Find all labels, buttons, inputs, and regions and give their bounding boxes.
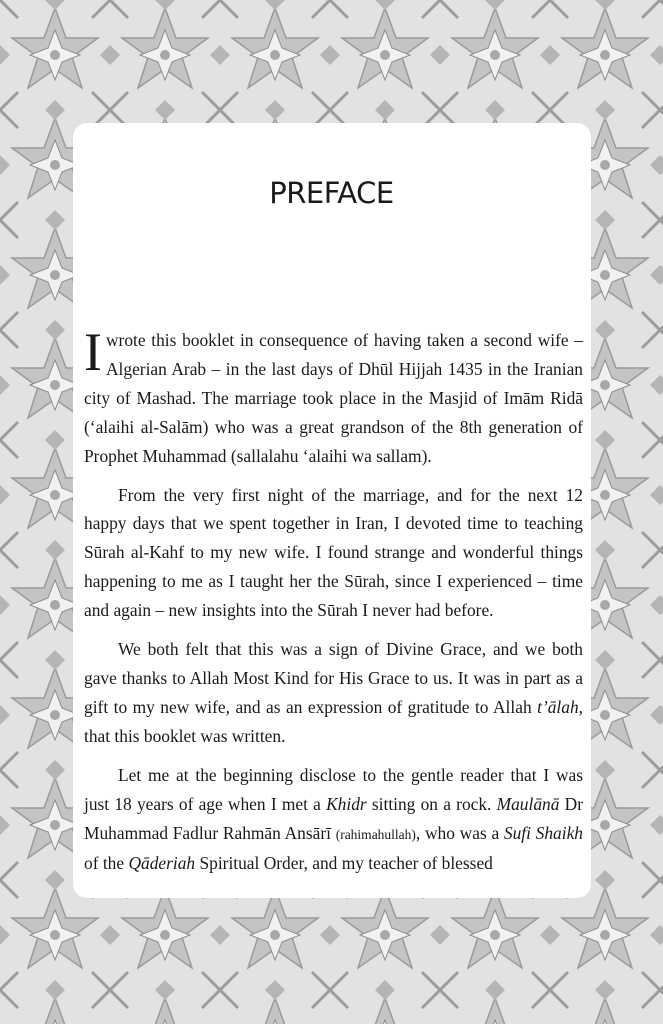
drop-cap: I xyxy=(84,322,102,382)
paragraph-3-text-b: that this booklet was written. xyxy=(84,725,286,746)
paragraph-1-text: wrote this booklet in consequence of having taken a second wife – Algerian Arab – in the last days of Dhūl Hijjah 1435 in the Iranian city of Mashad. The marriage took place in the Masjid of Imām Ridā (‘alaihi al-Salām) who was a great grandson of the 8th generation of Prophet Muhammad (sallalahu ‘alaihi wa sallam). xyxy=(84,330,583,466)
preface-body xyxy=(84,322,584,888)
paragraph-3-text-a: We both felt that this was a sign of Divine Grace, and we both gave thanks to Allah Most Kind for His Grace to us. It was in part as a gift to my new wife, and as an expression of gratitude to Allah xyxy=(84,639,583,717)
paragraph-4 xyxy=(84,761,583,879)
paragraph-4-text-a: Let me at the beginning disclose to the gentle reader that I was just 18 years of age when I met a xyxy=(84,764,583,814)
paragraph-4-text-f: Spiritual Order, and my teacher of blessed xyxy=(195,853,493,874)
paragraph-4-text-d: , who was a xyxy=(415,822,504,843)
paragraph-3 xyxy=(84,635,583,751)
paragraph-1 xyxy=(84,322,583,471)
paragraph-3-italic-a: t’ālah, xyxy=(537,696,583,717)
paragraph-4-text-e: of the xyxy=(84,853,129,874)
paragraph-4-italic-c: Sufi Shaikh xyxy=(503,822,584,843)
paragraph-4-text-b: sitting on a rock. xyxy=(366,793,497,814)
paragraph-4-italic-b: Maulānā xyxy=(496,793,560,814)
paragraph-4-small: (rahimahullah) xyxy=(335,826,416,842)
page-title: PREFACE xyxy=(269,176,394,210)
paragraph-2: From the very first night of the marriage, and for the next 12 happy days that we spent together in Iran, I devoted time to teaching Sūrah al-Kahf to my new wife. I found strange and wonderful things happening to me as I taught her the Sūrah, since I experienced – time and again – new insights into the Sūrah I never had before. xyxy=(84,484,583,621)
paragraph-4-text-c: Dr Muhammad Fadlur Rahmān Ansārī xyxy=(84,793,583,843)
paragraph-4-italic-a: Khidr xyxy=(326,793,367,814)
paragraph-4-italic-d: Qāderiah xyxy=(128,853,196,874)
